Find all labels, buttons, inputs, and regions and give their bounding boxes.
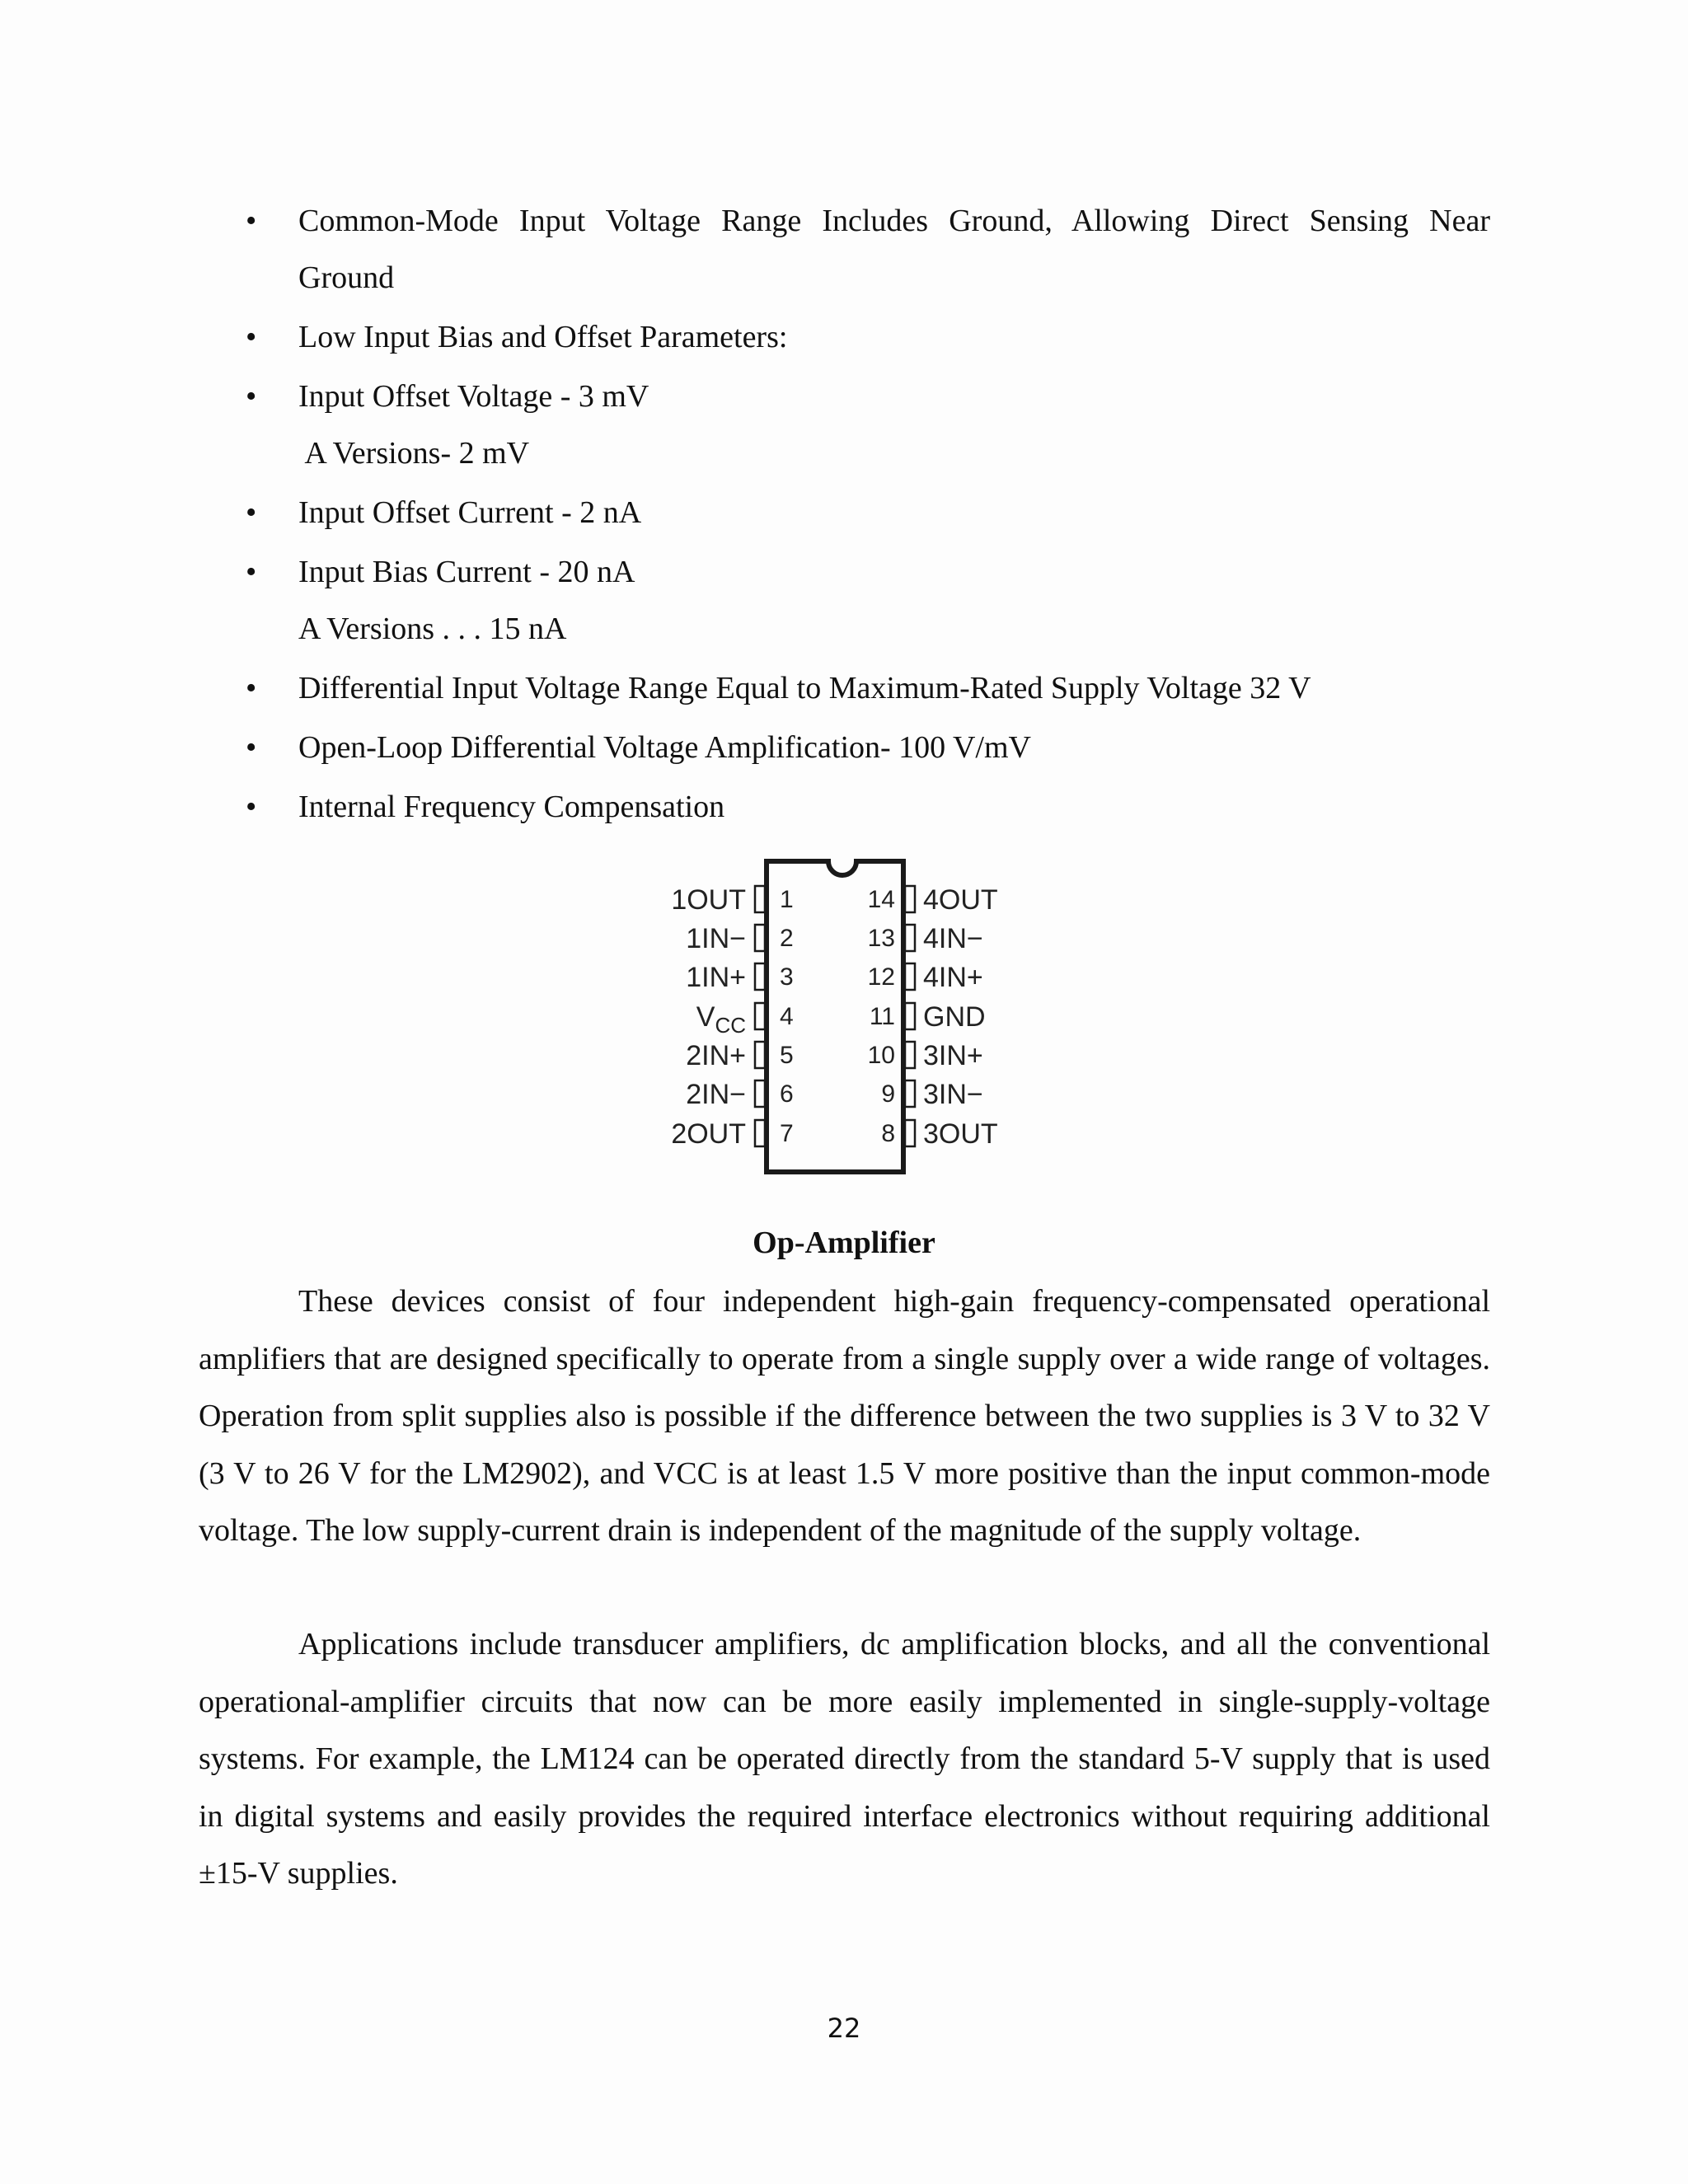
pin-stub <box>755 1042 765 1068</box>
pin-stub <box>755 1080 765 1107</box>
pin-label: 1OUT <box>671 884 746 916</box>
bullet-icon: • <box>246 555 257 589</box>
pin-number: 8 <box>881 1120 895 1147</box>
figure-caption: Op-Amplifier <box>753 1226 935 1260</box>
bullet-icon: • <box>246 204 257 238</box>
paragraph: These devices consist of four independent high-gain frequency-compensated operational amplifiers that are designed specifically to operate from a single supply over a wide range of voltages. Operation from split supplies also is possible if the difference between the two supplies is 3 V to 32 V (3 V to 26 V for the LM2902), and VCC is at least 1.5 V more positive than the input common-mode voltage. The low supply-current drain is independent of the magnitude of the supply voltage. <box>199 1284 1490 1548</box>
left-pin-stubs <box>755 886 765 1146</box>
list-item-text: Common-Mode Input Voltage Range Includes Ground, Allowing Direct Sensing Near <box>298 204 1490 238</box>
list-item-subtext: A Versions- 2 mV <box>298 436 530 471</box>
list-item-text: Input Offset Current - 2 nA <box>298 495 642 530</box>
pin-label-vcc <box>696 1001 746 1038</box>
pin-stub <box>905 1080 915 1107</box>
bullet-icon: • <box>246 320 257 354</box>
paragraph: Applications include transducer amplifiers, dc amplification blocks, and all the conventional operational-amplifier circuits that now can be more easily implemented in single-supply-voltage systems. For example, the LM124 can be operated directly from the standard 5-V supply that is used in digital systems and easily provides the required interface electronics without requiring additional ±15-V supplies. <box>199 1627 1490 1891</box>
list-item-subtext: A Versions . . . 15 nA <box>298 612 567 646</box>
pin-number: 1 <box>780 886 794 913</box>
pin-stub <box>905 1120 915 1146</box>
pin-number: 6 <box>780 1080 794 1108</box>
page-number: 22 <box>827 2013 861 2044</box>
pin-label: 2IN+ <box>686 1040 746 1071</box>
pin-number: 5 <box>780 1042 794 1069</box>
pin-number: 2 <box>780 925 794 952</box>
bullet-icon: • <box>246 730 257 765</box>
pin-number: 10 <box>867 1042 895 1069</box>
pinout-diagram <box>651 853 1022 1183</box>
bullet-icon: • <box>246 790 257 824</box>
pin-label: 3IN+ <box>923 1040 983 1071</box>
pin-stub <box>755 1120 765 1146</box>
pin-number: 4 <box>780 1003 794 1030</box>
list-item-continuation: Ground <box>298 260 395 295</box>
right-pin-stubs <box>905 886 915 1146</box>
pin-stub <box>905 925 915 951</box>
pin-stub <box>905 1003 915 1029</box>
list-item-text: Internal Frequency Compensation <box>298 790 725 824</box>
pin-label: 2OUT <box>671 1118 746 1150</box>
pin-label: 3OUT <box>923 1118 998 1150</box>
pin-number: 12 <box>867 963 895 991</box>
pin-stub <box>905 886 915 912</box>
pin-label: GND <box>923 1001 986 1033</box>
list-item-text: Differential Input Voltage Range Equal to Maximum-Rated Supply Voltage 32 V <box>298 671 1311 705</box>
pin-label: 4IN+ <box>923 962 983 993</box>
pin-label: 4IN− <box>923 923 983 954</box>
pinout-svg <box>651 853 1022 1183</box>
pin-stub <box>905 1042 915 1068</box>
bullet-icon: • <box>246 379 257 414</box>
bullet-icon: • <box>246 495 257 530</box>
pin-label: 2IN− <box>686 1079 746 1110</box>
pin-stub <box>755 925 765 951</box>
pin-number: 13 <box>867 925 895 952</box>
pin-label: 4OUT <box>923 884 998 916</box>
list-item-text: Input Bias Current - 20 nA <box>298 555 635 589</box>
vcc-base: V <box>696 1001 715 1033</box>
pin-label: 1IN+ <box>686 962 746 993</box>
list-item-text: Open-Loop Differential Voltage Amplification- 100 V/mV <box>298 730 1031 765</box>
pin-number: 7 <box>780 1120 794 1147</box>
pin-stub <box>755 963 765 990</box>
vcc-subscript: CC <box>715 1013 746 1038</box>
pin-number: 14 <box>867 886 895 913</box>
pin-label: 3IN− <box>923 1079 983 1110</box>
pin-number: 9 <box>881 1080 895 1108</box>
pin-label: 1IN− <box>686 923 746 954</box>
pin-number: 11 <box>869 1003 895 1030</box>
pin-number: 3 <box>780 963 794 991</box>
pin-stub <box>755 1003 765 1029</box>
list-item-text: Input Offset Voltage - 3 mV <box>298 379 649 414</box>
list-item-text: Low Input Bias and Offset Parameters: <box>298 320 788 354</box>
pin-stub <box>755 886 765 912</box>
bullet-icon: • <box>246 671 257 705</box>
pin-stub <box>905 963 915 990</box>
